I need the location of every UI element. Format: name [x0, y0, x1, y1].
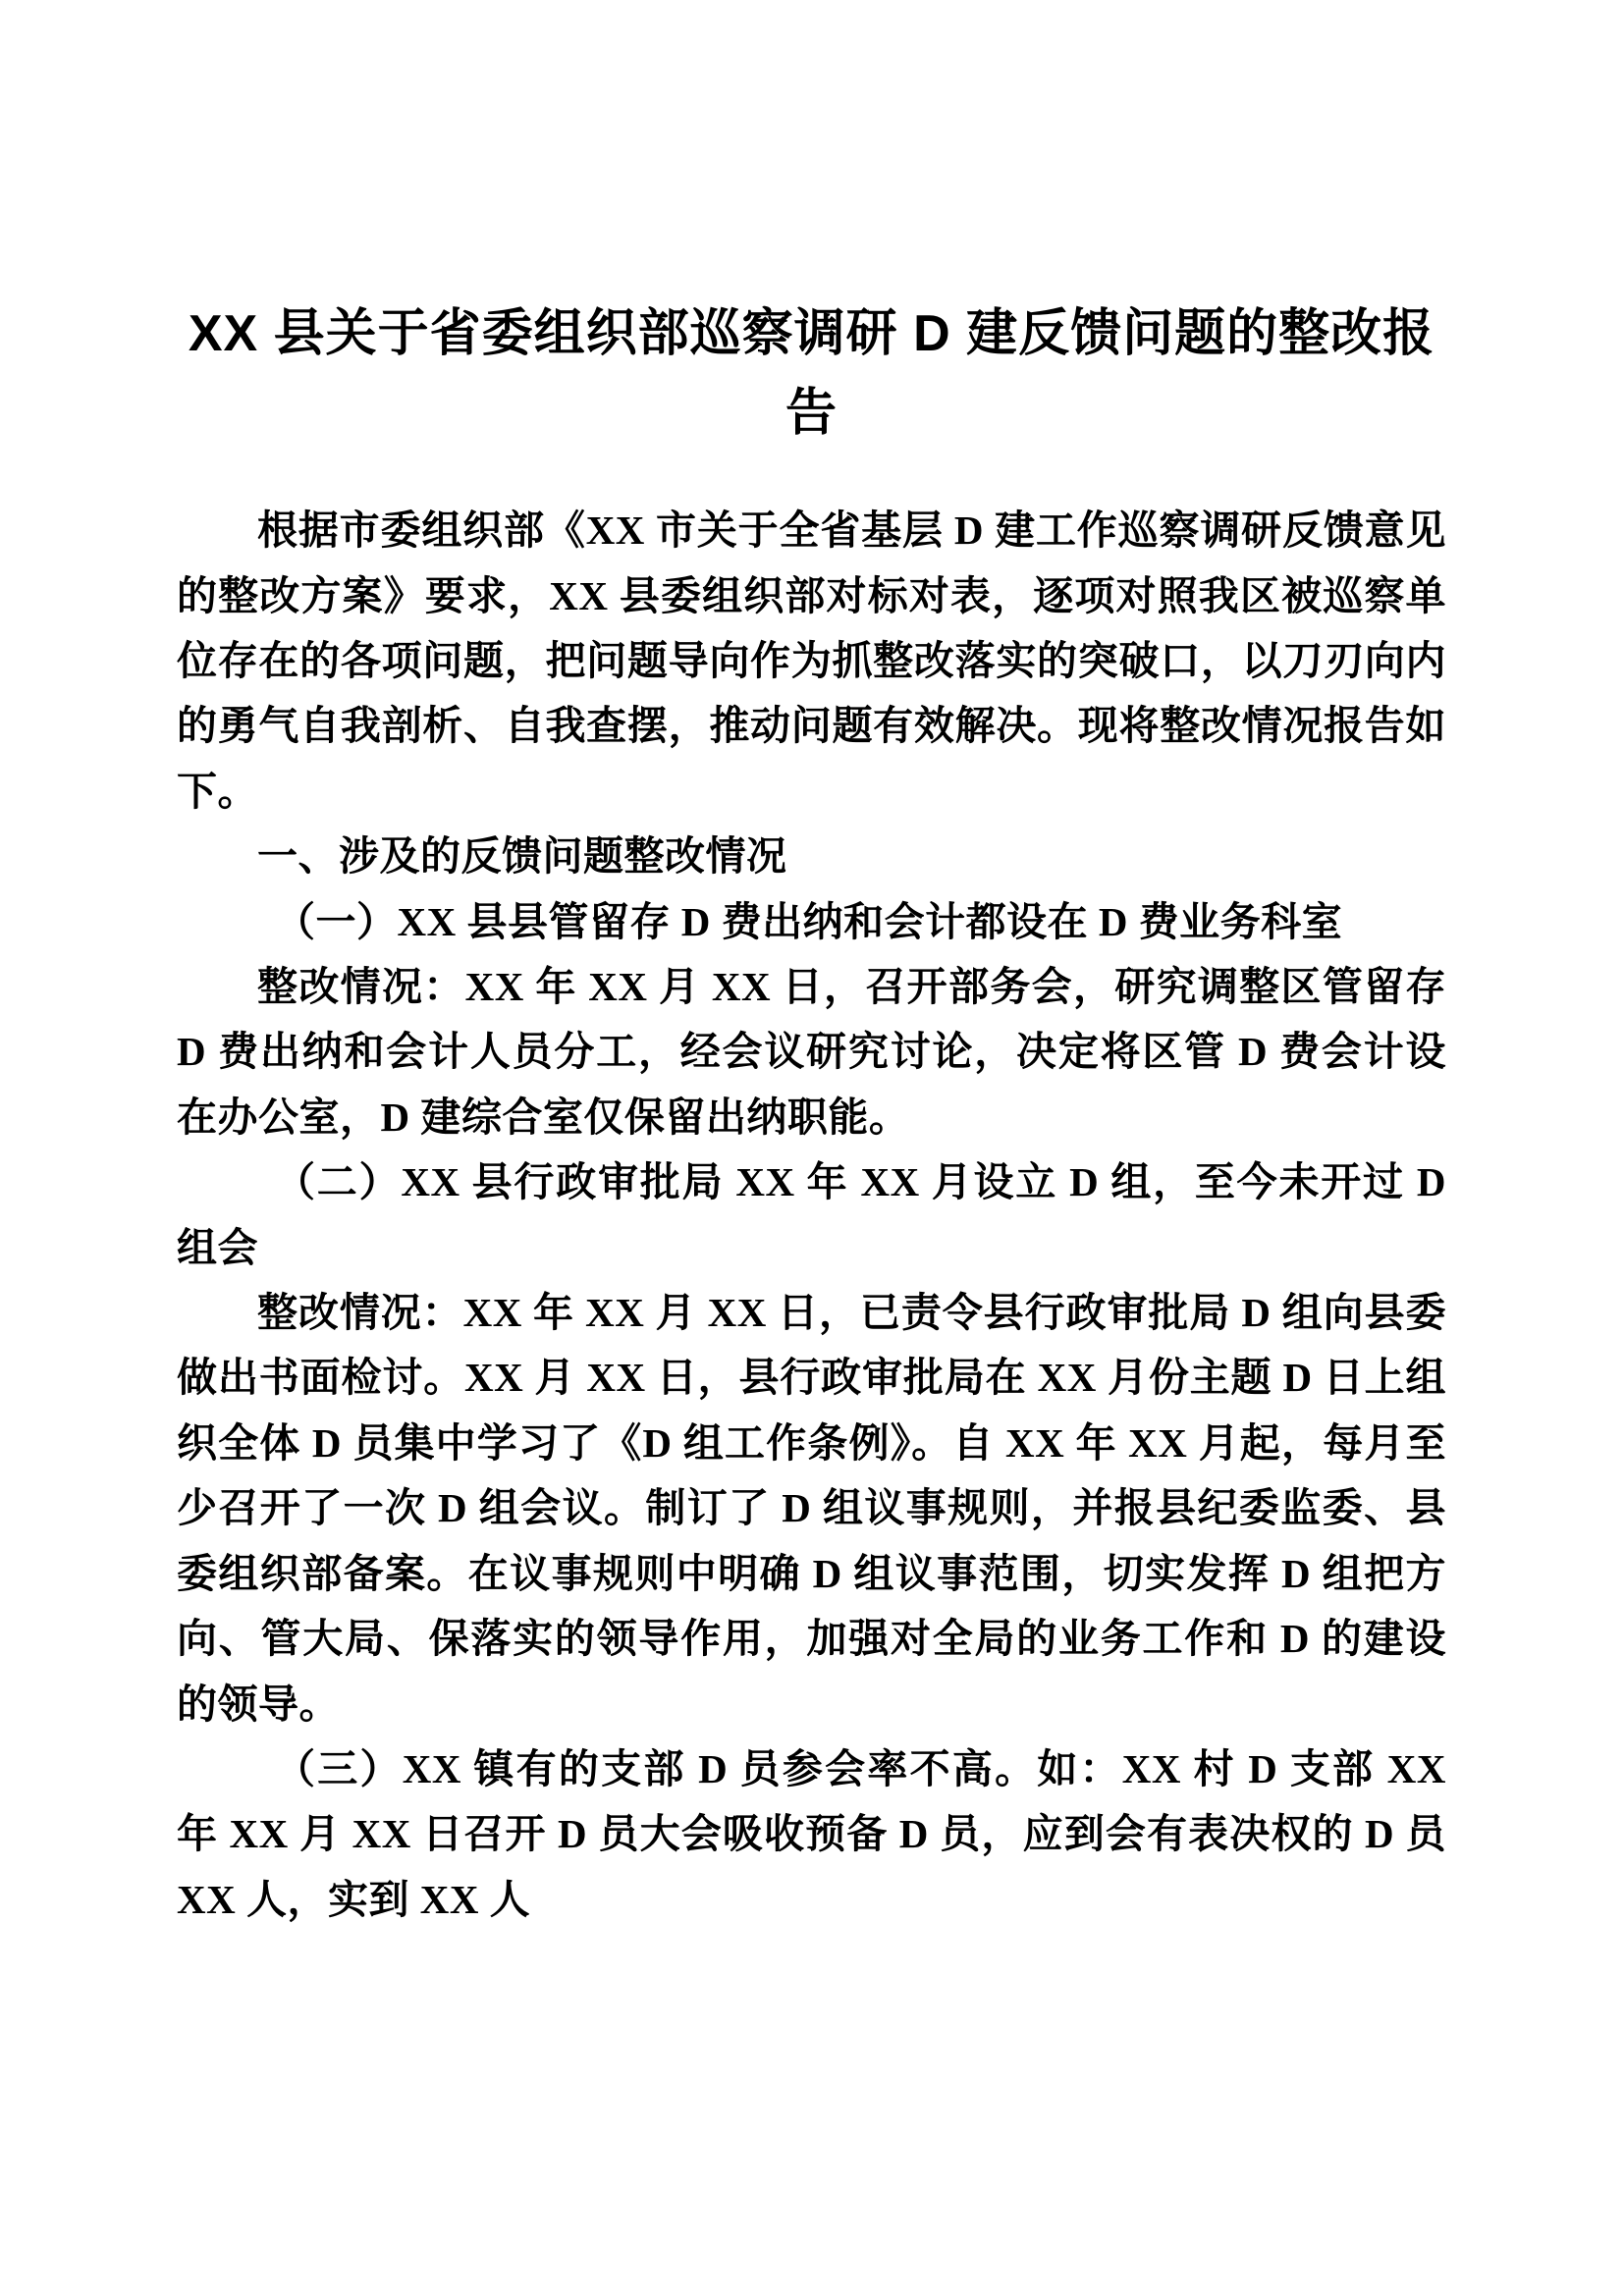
body-paragraph: 整改情况：XX 年 XX 月 XX 日，召开部务会，研究调整区管留存 D 费出纳和会计人员分工，经会议研究讨论，决定将区管 D 费会计设在办公室，D 建综合室仅保留出纳职能。: [177, 964, 1446, 1140]
page-title: XX 县关于省委组织部巡察调研 D 建反馈问题的整改报告: [188, 305, 1435, 442]
subsection-heading-2: （二）XX 县行政审批局 XX 年 XX 月设立 D 组，至今未开过 D 组会: [177, 1159, 1446, 1270]
body-paragraph: 根据市委组织部《XX 市关于全省基层 D 建工作巡察调研反馈意见的整改方案》要求，XX 县委组织部对标对表，逐项对照我区被巡察单位存在的各项问题，把问题导向作为抓整改落实的突破口，以刀刃向内的勇气自我剖析、自我查摆，推动问题有效解决。现将整改情况报告如下。: [177, 507, 1446, 814]
subsection-heading-3: （三）XX 镇有的支部 D 员参会率不高。如：XX 村 D 支部 XX 年 XX 月 XX 日召开 D 员大会吸收预备 D 员，应到会有表决权的 D 员 XX 人，实到 XX 人: [177, 1745, 1446, 1922]
section-heading-1: 一、涉及的反馈问题整改情况: [257, 833, 787, 880]
subsection-heading-1: （一）XX 县县管留存 D 费出纳和会计都设在 D 费业务科室: [275, 898, 1343, 944]
body-paragraph: 整改情况：XX 年 XX 月 XX 日，已责令县行政审批局 D 组向县委做出书面检讨。XX 月 XX 日，县行政审批局在 XX 月份主题 D 日上组织全体 D 员集中学习了《D 组工作条例》。自 XX 年 XX 月起，每月至少召开了一次 D 组会议。制订了 D 组议事规则，并报县纪委监委、县委组织部备案。在议事规则中明确 D 组议事范围，切实发挥 D 组把方向、管大局、保落实的领导作用，加强对全局的业务工作和 D 的建设的领导。: [177, 1290, 1446, 1727]
